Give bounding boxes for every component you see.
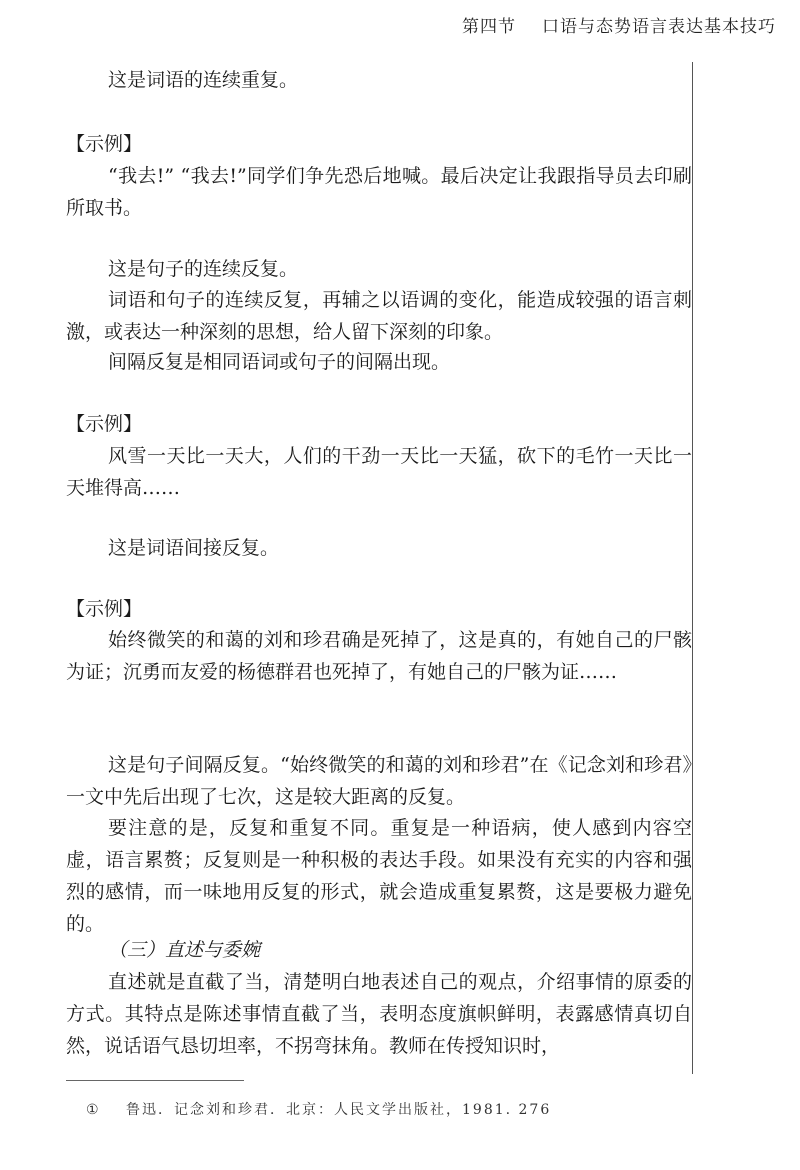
running-header: [462, 12, 776, 37]
paragraph: 直述就是直截了当，清楚明白地表述自己的观点，介绍事情的原委的方式。其特点是陈述事情直截了当，表明态度旗帜鲜明，表露感情真切自然，说话语气恳切坦率，不拐弯抹角。教师在传授知识时，: [66, 971, 692, 1057]
footnote-text: 鲁迅．记念刘和珍君．北京：人民文学出版社，1981. 276: [126, 1102, 552, 1118]
paragraph: 间隔反复是相同语词或句子的间隔出现。: [108, 351, 451, 373]
example-text: “我去!” “我去!”同学们争先恐后地喊。最后决定让我跟指导员去印刷所取书。: [66, 165, 692, 219]
example-label: 【示例】: [66, 598, 143, 620]
example-label: 【示例】: [66, 133, 143, 155]
paragraph: 要注意的是，反复和重复不同。重复是一种语病，使人感到内容空虚，语言累赘；反复则是一种积极的表达手段。如果没有充实的内容和强烈的感情，而一味地用反复的形式，就会造成重复累赘，这是要极力避免的。: [66, 817, 692, 935]
paragraph: 词语和句子的连续反复，再辅之以语调的变化，能造成较强的语言刺激，或表达一种深刻的思想，给人留下深刻的印象。: [66, 289, 692, 343]
margin-rule: [692, 62, 693, 1074]
paragraph: 这是句子间隔反复。“始终微笑的和蔼的刘和珍君”在《记念刘和珍君》一文中先后出现了七次，这是较大距离的反复。: [66, 754, 692, 808]
header-section: 第四节: [462, 17, 516, 37]
paragraph: 这是词语间接反复。: [108, 537, 280, 559]
footnote: [86, 1100, 551, 1120]
section-subheading: （三）直述与委婉: [108, 939, 261, 961]
paragraph: 这是词语的连续重复。: [108, 69, 299, 91]
example-text: 风雪一天比一天大，人们的干劲一天比一天猛，砍下的毛竹一天比一天堆得高……: [66, 445, 692, 499]
example-label: 【示例】: [66, 413, 143, 435]
footnote-rule: [66, 1080, 244, 1081]
header-title: 口语与态势语言表达基本技巧: [542, 17, 776, 37]
footnote-marker: ①: [86, 1102, 101, 1118]
example-text: 始终微笑的和蔼的刘和珍君确是死掉了，这是真的，有她自己的尸骸为证；沉勇而友爱的杨德群君也死掉了，有她自己的尸骸为证……: [66, 629, 692, 683]
paragraph: 这是句子的连续反复。: [108, 258, 299, 280]
